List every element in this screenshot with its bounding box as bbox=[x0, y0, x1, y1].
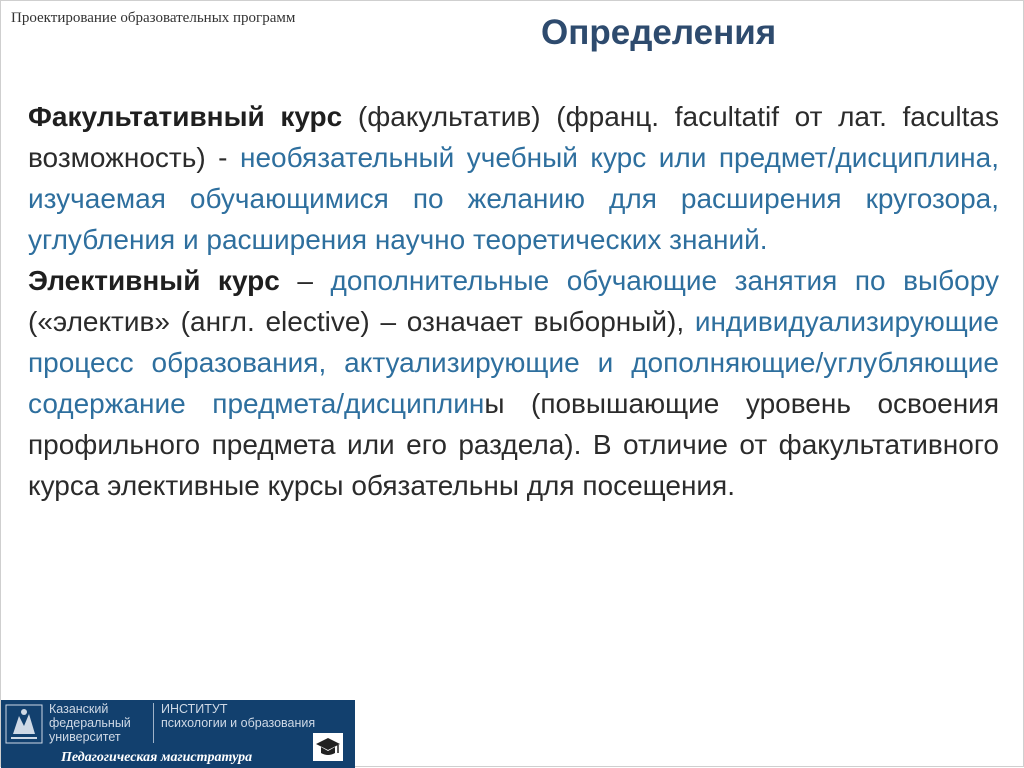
kfu-logo-icon bbox=[5, 704, 43, 744]
definition-elective-text-1: дополнительные обучающие занятия по выбору bbox=[330, 265, 999, 296]
footer-banner bbox=[1, 700, 355, 768]
term-elective: Элективный курс bbox=[28, 265, 280, 296]
definition-facultative bbox=[28, 96, 999, 260]
university-line-2: федеральный bbox=[49, 716, 131, 730]
definition-elective-text-2: индивидуализирующие процесс образования, актуализирующие и дополняющие/углубляющие содержание предмета/дисциплин bbox=[28, 306, 999, 419]
university-name bbox=[49, 702, 149, 744]
definition-facultative-text: необязательный учебный курс или предмет/дисциплина, изучаемая обучающимися по желанию для расширения кругозора, углубления и расширения научно теоретических знаний. bbox=[28, 142, 999, 255]
institute-name bbox=[161, 702, 355, 730]
institute-line-2: психологии и образования bbox=[161, 716, 316, 730]
university-line-3: университет bbox=[49, 730, 121, 744]
definitions-body bbox=[28, 96, 999, 506]
definition-elective-dash: – bbox=[279, 265, 331, 296]
definition-elective bbox=[28, 260, 999, 506]
program-name: Педагогическая магистратура bbox=[61, 750, 253, 765]
header-subtitle: Проектирование образовательных программ bbox=[11, 10, 296, 26]
definition-elective-text-3: ы (повышающие уровень освоения профильного предмета или его раздела). В отличие от факультативного курса элективные курсы обязательны для посещения. bbox=[28, 388, 999, 501]
university-line-1: Казанский bbox=[49, 702, 109, 716]
page-title: Определения bbox=[541, 13, 777, 52]
definition-elective-origin: («электив» (англ. elective) – означает выборный), bbox=[28, 306, 695, 337]
term-facultative: Факультативный курс bbox=[28, 101, 343, 132]
institute-line-1: ИНСТИТУТ bbox=[161, 702, 228, 716]
definition-facultative-origin: (факультатив) (франц. facultatif от лат. facultas возможность) - bbox=[28, 101, 1000, 173]
footer-divider bbox=[153, 703, 154, 743]
